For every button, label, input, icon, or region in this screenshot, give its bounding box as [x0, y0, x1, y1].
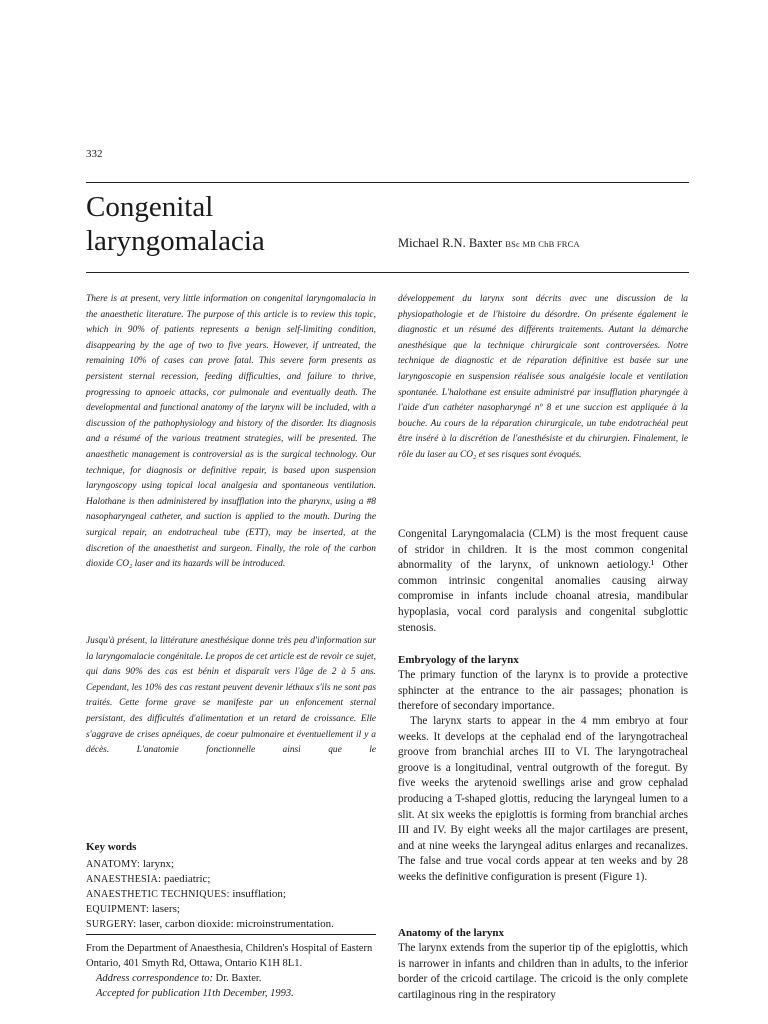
keyword-row — [86, 887, 376, 902]
author-name: Michael R.N. Baxter — [398, 236, 503, 250]
keyword-row — [86, 917, 376, 932]
abstract-french-part1: Jusqu'à présent, la littérature anesthésique donne très peu d'information sur la laryngomalacie congénitale. Le propos de cet article est de revoir ce sujet, qui dans 90% des cas est bénin et disparaît vers l'âge de 2 à 5 ans. Cependant, les 10% des cas restant peuvent devenir léthaux s'ils ne sont pas traités. Cette forme grave se manifeste par un enfoncement sternal persistant, des difficultés d'alimentation et un retard de croissance. Elle s'aggrave de crises apnéiques, de coeur pulmonaire et éventuellement il y a décès. L'anatomie fonctionnelle ainsi que le — [86, 636, 376, 756]
keyword-row — [86, 857, 376, 872]
keyword-row — [86, 902, 376, 917]
affiliation-department: From the Department of Anaesthesia, Children's Hospital of Eastern Ontario, 401 Smyth Rd, Ottawa, Ontario K1H 8L1. — [86, 943, 373, 969]
affiliation-block — [86, 941, 376, 1001]
keyword-terms: larynx; — [142, 858, 175, 870]
accepted-line — [86, 986, 376, 1001]
keyword-category: SURGERY: — [86, 919, 137, 930]
keyword-terms: insufflation; — [232, 888, 286, 900]
section-heading-embryology: Embryology of the larynx — [398, 654, 519, 666]
abstract-english: There is at present, very little information on congenital laryngomalacia in the anaesthetic literature. The purpose of this article is to review this topic, which in 90% of patients represents a benign self-limiting condition, disappearing by the age of two to five years. However, if untreated, the remaining 10% of cases can prove fatal. This severe form presents as persistent sternal recession, feeding difficulties, and failure to thrive, progressing to apnoeic attacks, cor pulmonale and eventually death. The developmental and functional anatomy of the larynx will be included, with a discussion of the pathophysiology and history of the disorder. Its diagnosis and a résumé of the various treatment strategies, will be presented. The anaesthetic management is controversial as is the surgical technology. Our technique, for diagnosis or definitive repair, is based upon suspension laryngoscopy using topical local analgesia and spontaneous ventilation. Halothane is then administered by insufflation into the pharynx, using a #8 nasopharyngeal catheter, and suction is applied to the mouth. During the surgical repair, an endotracheal tube (ETT), may be inserted, at the discretion of the anaesthetist and surgeon. Finally, the role of the carbon dioxide CO₂ laser and its hazards will be introduced. — [86, 294, 376, 570]
keyword-category: ANAESTHETIC TECHNIQUES: — [86, 889, 230, 900]
accepted-date: Accepted for publication 11th December, 1993. — [96, 988, 294, 999]
section-heading-anatomy: Anatomy of the larynx — [398, 927, 505, 939]
anatomy-paragraph-1: The larynx extends from the superior tip of the epiglottis, which is narrower in infants and children than in adults, to the inferior border of the cricoid cartilage. The cricoid is the only complete cartilaginous ring in the respiratory — [398, 942, 688, 1001]
header-rule — [86, 182, 689, 183]
correspondence-label: Address correspondence to: — [96, 973, 214, 984]
article-title: Congenital laryngomalacia — [86, 191, 265, 257]
page-number: 332 — [86, 148, 103, 160]
keywords-heading: Key words — [86, 841, 137, 853]
author-degrees: BSc MB ChB FRCA — [505, 239, 580, 249]
keyword-terms: laser, carbon dioxide: microinstrumentation. — [139, 918, 334, 930]
intro-paragraph: Congenital Laryngomalacia (CLM) is the most frequent cause of stridor in children. It is the most common congenital abnormality of the larynx, of unknown aetiology.¹ Other common intrinsic congenital anomalies causing airway compromise in infants include choanal atresia, mandibular hypoplasia, vocal cord paralysis and congenital subglottic stenosis. — [398, 528, 688, 634]
keyword-category: ANAESTHESIA: — [86, 874, 162, 885]
embryology-paragraph-1: The primary function of the larynx is to provide a protective sphincter at the entrance to the air passages; phonation is therefore of secondary importance. — [398, 669, 688, 713]
title-rule — [86, 272, 689, 273]
author-line — [398, 236, 580, 251]
abstract-french-part2: développement du larynx sont décrits avec une discussion de la physiopathologie et de l'histoire du désordre. On présente également le diagnostic et un résumé des différents traitements. Autant la démarche anesthésique que la technique chirurgicale sont controversées. Notre technique de diagnostic et de réparation définitive est basée sur une laryngoscopie en suspension réalisée sous analgésie locale et ventilation spontanée. L'halothane est ensuite administré par insufflation pharyngée à l'aide d'un cathéter nasopharyngé nº 8 et une succion est appliquée à la bouche. Au cours de la réparation chirurgicale, un tube endotrachéal peut être inséré à la discrétion de l'anesthésiste et du chirurgien. Finalement, le rôle du laser au CO₂ et ses risques sont évoqués. — [398, 294, 688, 460]
keyword-row — [86, 872, 376, 887]
embryology-paragraph-2: The larynx starts to appear in the 4 mm embryo at four weeks. It develops at the cephalad end of the laryngotracheal groove from branchial arches III to VI. The laryngotracheal groove is a longitudinal, ventral outgrowth of the foregut. By five weeks the arytenoid swellings arise and grow cephalad producing a T-shaped glottis, reducing the laryngeal lumen to a slit. At six weeks the epiglottis is forming from branchial arches III and IV. By eight weeks all the major cartilages are present, and at nine weeks the laryngeal aditus enlarges and recanalizes. The false and true vocal cords appear at ten weeks and by 28 weeks the definitive configuration is present (Figure 1). — [398, 715, 688, 883]
keyword-terms: paediatric; — [164, 873, 211, 885]
keywords-block — [86, 840, 376, 932]
keyword-category: EQUIPMENT: — [86, 904, 150, 915]
keyword-terms: lasers; — [151, 903, 180, 915]
correspondence-line — [86, 971, 376, 986]
keyword-category: ANATOMY: — [86, 859, 141, 870]
keywords-rule — [86, 934, 376, 935]
correspondence-name: Dr. Baxter. — [215, 973, 262, 984]
